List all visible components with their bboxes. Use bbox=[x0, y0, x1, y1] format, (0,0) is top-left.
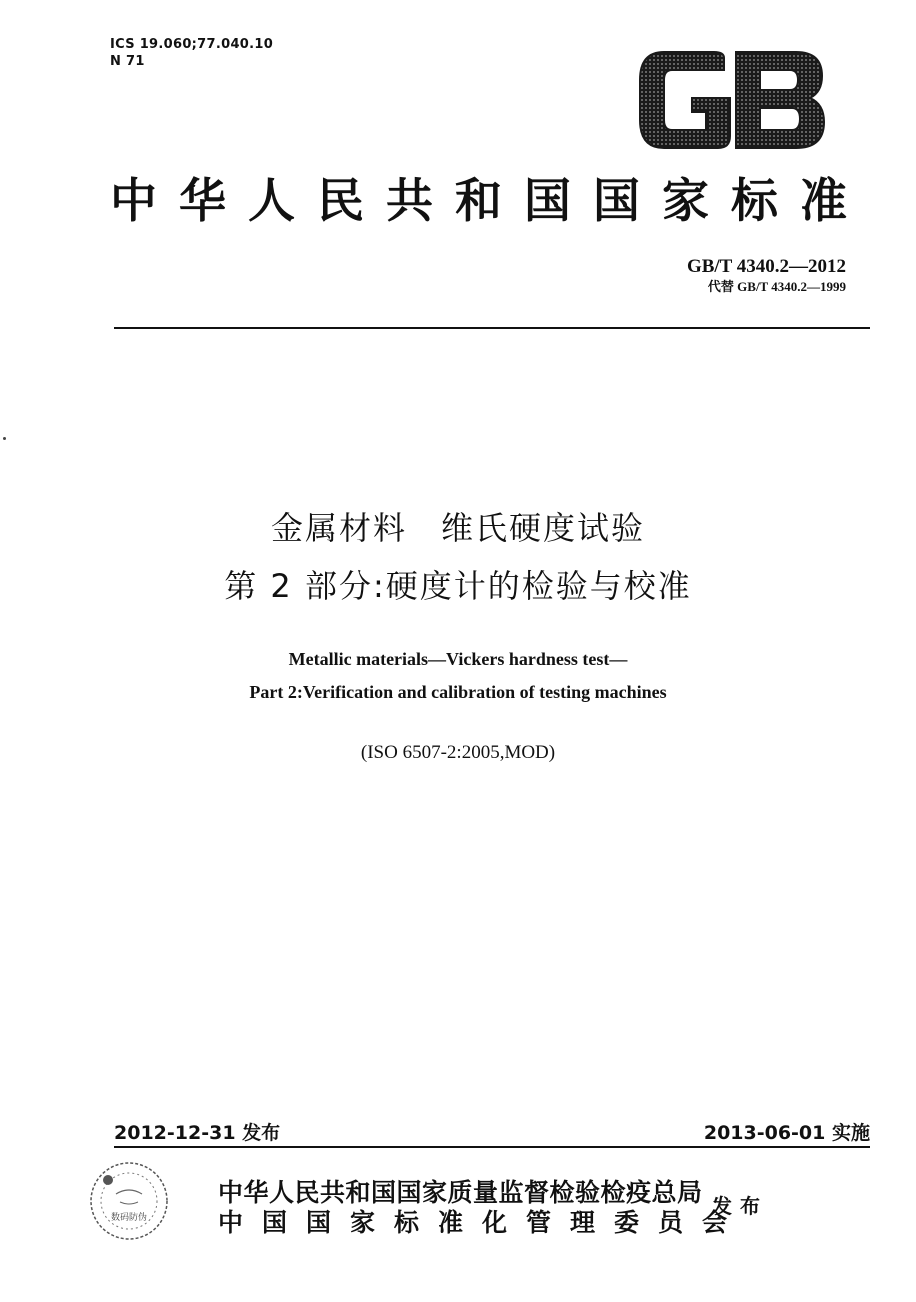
classification-codes bbox=[110, 36, 273, 70]
replaces-standard: 代替 GB/T 4340.2—1999 bbox=[707, 279, 846, 294]
ccs-code: N 71 bbox=[110, 54, 145, 69]
publisher-line1: 中华人民共和国国家质量监督检验检疫总局 bbox=[218, 1178, 703, 1207]
national-standard-title: 中华人民共和国国家标准 bbox=[110, 174, 869, 229]
svg-text:数码防伪: 数码防伪 bbox=[110, 1213, 148, 1223]
anti-counterfeit-seal bbox=[86, 1158, 172, 1244]
publish-label: 发布 bbox=[712, 1194, 768, 1218]
standard-number: GB/T 4340.2—2012 bbox=[686, 256, 846, 277]
issue-date: 2012-12-31 发布 bbox=[114, 1122, 281, 1144]
implementation-date: 2013-06-01 实施 bbox=[703, 1122, 870, 1144]
document-title-cn-line2: 第 2 部分:硬度计的检验与校准 bbox=[224, 567, 692, 605]
iso-reference: (ISO 6507-2:2005,MOD) bbox=[360, 742, 556, 763]
header-divider bbox=[114, 327, 870, 329]
publisher-line2: 中国国家标准化管理委员会 bbox=[218, 1208, 747, 1237]
footer-divider bbox=[114, 1146, 870, 1148]
gb-logo bbox=[636, 50, 826, 150]
scan-speck bbox=[3, 437, 6, 440]
document-title-en-line2: Part 2:Verification and calibration of testing machines bbox=[249, 682, 667, 702]
document-title-cn-line1: 金属材料 维氏硬度试验 bbox=[270, 509, 645, 547]
document-title-en-line1: Metallic materials—Vickers hardness test— bbox=[288, 649, 628, 669]
ics-code: ICS 19.060;77.040.10 bbox=[110, 37, 274, 52]
